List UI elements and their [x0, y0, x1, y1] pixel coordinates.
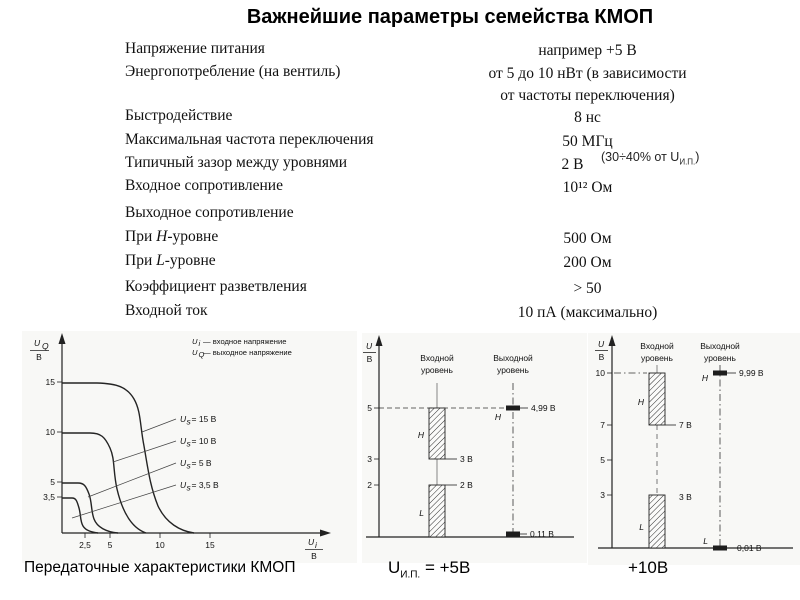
curve-5v [62, 483, 118, 533]
y-tick-label: 3 [367, 454, 372, 464]
input-level-header: Входной [640, 341, 674, 351]
param-value: > 50 [573, 280, 602, 297]
y-axis-unit: В [36, 352, 42, 362]
param-value: 500 Ом [563, 230, 612, 247]
output-level-header: уровень [497, 365, 529, 375]
y-axis-arrow [59, 333, 66, 344]
x-tick-label: 10 [155, 540, 165, 550]
input-column [638, 365, 692, 548]
x-tick-label: 2,5 [79, 540, 91, 550]
legend-subscript: Q [198, 350, 205, 359]
param-label [125, 252, 216, 270]
param-label: Напряжение питания [125, 40, 265, 57]
curve-labels [180, 414, 219, 493]
input-low-bar [649, 495, 665, 548]
transfer-chart-canvas [22, 331, 357, 563]
input-low-annotation: 3 В [679, 492, 692, 502]
y-axis-label [363, 341, 376, 364]
page-title: Важнейшие параметры семейства КМОП [246, 6, 654, 28]
x-tick-label: 15 [205, 540, 215, 550]
y-ticks [367, 403, 379, 490]
y-tick-label: 10 [595, 368, 605, 378]
legend-symbol: U [192, 348, 198, 357]
curve-15v [62, 383, 194, 533]
transfer-characteristics-chart [22, 331, 357, 563]
param-label: Энергопотребление (на вентиль) [125, 63, 341, 80]
input-high-bar [429, 408, 445, 459]
output-high-label: H [494, 412, 501, 422]
param-label-symbol: H [156, 228, 168, 245]
output-level-header: Выходной [700, 341, 740, 351]
y-axis-label [30, 338, 49, 362]
supply-5v-caption [388, 558, 470, 580]
output-column [495, 383, 556, 539]
y-tick-label: 5 [367, 403, 372, 413]
param-value: например +5 В [538, 42, 637, 59]
output-high-label: H [701, 373, 708, 383]
axes [366, 335, 574, 537]
output-high-mark [713, 371, 727, 376]
input-low-label: L [639, 522, 644, 532]
y-ticks [596, 368, 612, 500]
curve-label-symbol: U [180, 458, 187, 468]
levels-10v-canvas [588, 333, 800, 565]
param-label: Входное сопротивление [125, 177, 283, 194]
y-axis-unit: В [598, 352, 605, 362]
note-close: ) [695, 150, 700, 164]
param-label [125, 228, 218, 246]
input-high-bar [649, 373, 665, 425]
param-label-symbol: L [156, 252, 165, 269]
input-high-annotation: 3 В [460, 454, 473, 464]
y-tick-label: 5 [50, 477, 55, 487]
param-label-post: -уровне [167, 228, 219, 245]
param-value [455, 63, 720, 107]
legend-text: — входное напряжение [203, 337, 287, 346]
input-high-annotation: 7 В [679, 420, 692, 430]
x-axis-arrow [320, 530, 331, 537]
legend [192, 337, 292, 359]
curve-label-value: = 15 В [191, 414, 217, 424]
param-value: 50 МГц [562, 133, 613, 150]
input-level-header: уровень [641, 353, 673, 363]
supply-subscript: И.П. [400, 569, 421, 581]
y-axis-symbol: U [366, 341, 373, 351]
x-tick-label: 5 [107, 540, 113, 550]
curve-label-subscript: s [186, 416, 191, 427]
x-axis-label [305, 537, 323, 561]
curve-label-subscript: s [186, 460, 191, 471]
param-label-pre: При [125, 228, 157, 245]
curve-label-value: = 5 В [191, 458, 212, 468]
y-tick-label: 2 [367, 480, 372, 490]
input-level-header: Входной [420, 353, 454, 363]
input-low-annotation: 2 В [460, 480, 473, 490]
output-low-value: 0.11 В [530, 529, 554, 539]
supply-symbol: U [388, 558, 401, 577]
y-tick-label: 7 [600, 420, 605, 430]
curve-label-symbol: U [180, 436, 187, 446]
param-label: Выходное сопротивление [125, 204, 294, 221]
y-tick-label: 10 [45, 427, 55, 437]
param-value-line1: от 5 до 10 нВт (в зависимости [488, 65, 687, 82]
output-high-value: 9,99 В [739, 368, 764, 378]
supply-value: = +5В [420, 558, 471, 577]
input-low-bar [429, 485, 445, 537]
curve-label-value: = 10 В [191, 436, 217, 446]
y-tick-label: 15 [45, 377, 55, 387]
param-label: Быстродействие [125, 107, 233, 124]
curve-label-subscript: s [186, 438, 191, 449]
param-value: 2 В [561, 156, 584, 173]
logic-levels-5v-chart [362, 333, 587, 563]
levels-5v-canvas [362, 333, 587, 563]
y-axis-symbol: U [598, 339, 605, 349]
y-axis-subscript: Q [42, 341, 49, 351]
level-gap-note [601, 150, 699, 167]
param-value: 10 пА (максимально) [517, 304, 658, 321]
param-value: 10¹² Ом [562, 179, 613, 196]
output-level-header: уровень [704, 353, 736, 363]
output-level-header: Выходной [493, 353, 533, 363]
curve-label-subscript: s [186, 482, 191, 493]
output-column [702, 365, 764, 553]
y-tick-label: 5 [600, 455, 605, 465]
x-axis-unit: В [311, 551, 317, 561]
y-axis-symbol: U [34, 338, 41, 348]
param-value-line2: от частоты переключения) [500, 87, 675, 104]
output-low-mark [713, 546, 727, 551]
y-axis-arrow [609, 335, 616, 346]
input-high-label: H [417, 430, 424, 440]
y-axis-unit: В [366, 354, 373, 364]
y-axis-label [595, 339, 608, 362]
note-text: (30÷40% от U [601, 150, 680, 164]
legend-symbol: U [192, 337, 198, 346]
param-label: Входной ток [125, 302, 208, 319]
x-axis-symbol: U [308, 537, 315, 547]
param-label: Коэффициент разветвления [125, 278, 307, 295]
note-subscript: И.П. [679, 157, 696, 167]
curve-label-symbol: U [180, 480, 187, 490]
input-low-label: L [419, 508, 424, 518]
param-value: 8 нс [574, 109, 601, 126]
y-axis-arrow [376, 335, 383, 346]
output-high-mark [506, 406, 520, 411]
param-label: Максимальная частота переключения [125, 131, 374, 148]
param-value: 200 Ом [563, 254, 612, 271]
input-column [418, 383, 473, 537]
axes [595, 335, 793, 548]
x-axis-subscript: i [315, 540, 317, 550]
y-ticks [43, 377, 62, 502]
input-high-label: H [637, 397, 644, 407]
param-label: Типичный зазор между уровнями [125, 154, 348, 171]
logic-levels-10v-chart [588, 333, 800, 565]
param-label-pre: При [125, 252, 157, 269]
legend-subscript: i [198, 339, 201, 348]
legend-text: — выходное напряжение [203, 348, 292, 357]
curve-label-value: = 3,5 В [191, 480, 219, 490]
param-label-post: -уровне [164, 252, 216, 269]
input-level-header: уровень [421, 365, 453, 375]
column-headers [640, 341, 740, 363]
leader-lines [72, 419, 176, 518]
output-low-label: L [703, 536, 708, 546]
output-low-value: 0,01 В [737, 543, 762, 553]
curves [62, 383, 194, 533]
y-tick-label: 3 [600, 490, 605, 500]
curve-label-symbol: U [180, 414, 187, 424]
column-headers [420, 353, 533, 375]
x-ticks [79, 533, 215, 550]
output-high-value: 4,99 В [531, 403, 556, 413]
transfer-chart-caption: Передаточные характеристики КМОП [24, 559, 296, 576]
y-tick-label: 3,5 [43, 492, 55, 502]
output-low-mark [506, 532, 520, 537]
supply-10v-caption: +10В [628, 558, 669, 577]
